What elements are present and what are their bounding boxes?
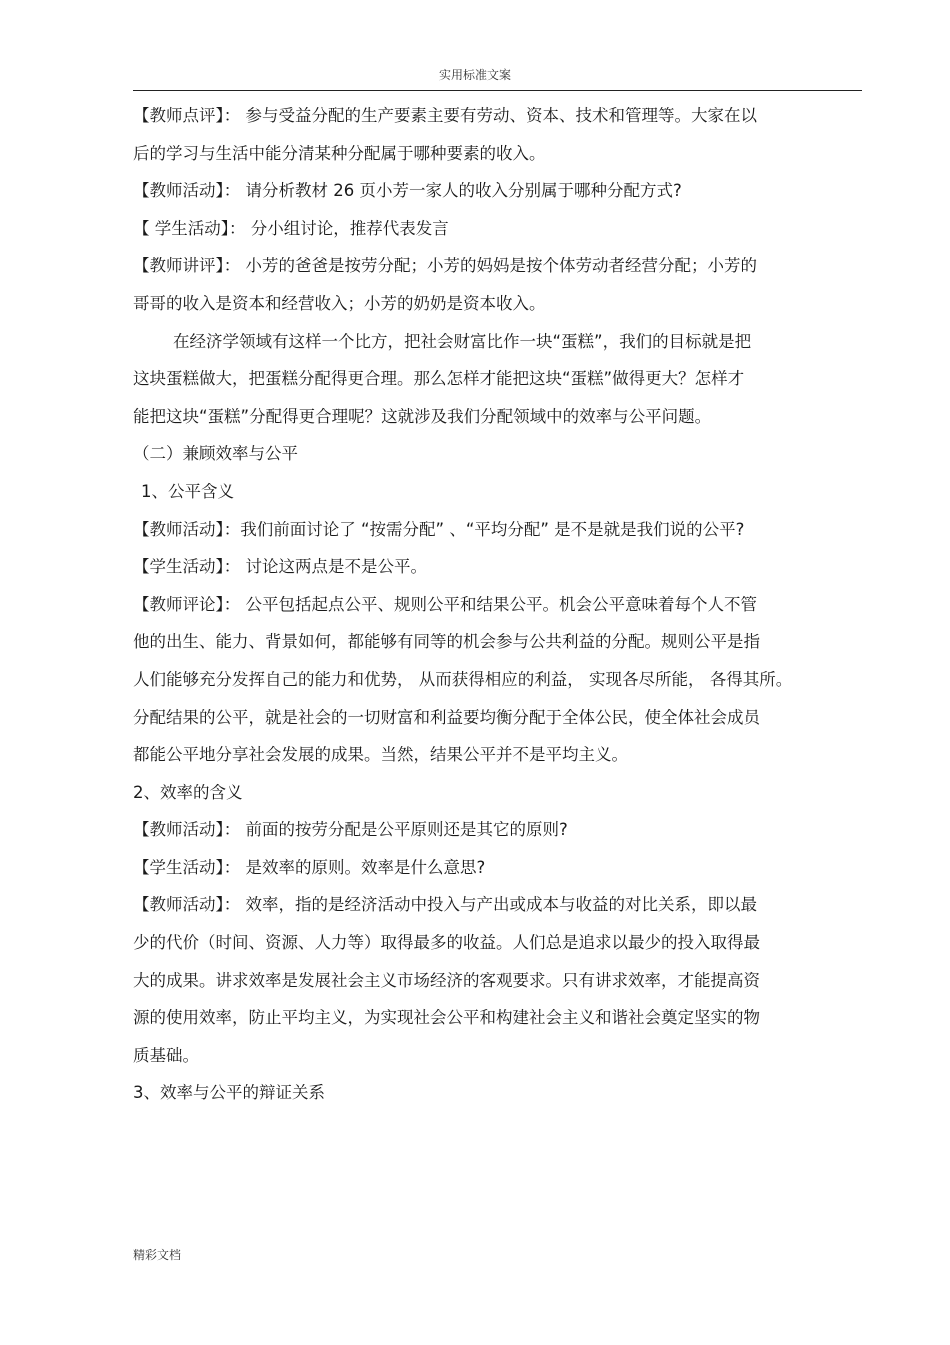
text-line: 【教师活动】： 前面的按劳分配是公平原则还是其它的原则? xyxy=(133,820,568,840)
text-line: 哥哥的收入是资本和经营收入；小芳的奶奶是资本收入。 xyxy=(133,293,546,313)
subsection-heading: 3、效率与公平的辩证关系 xyxy=(133,1083,325,1103)
page-header: 实用标准文案 xyxy=(438,68,511,82)
text-line: 少的代价（时间、资源、人力等）取得最多的收益。人们总是追求以最少的投入取得最 xyxy=(133,933,760,953)
text-line: 他的出生、能力、背景如何，都能够有同等的机会参与公共利益的分配。规则公平是指 xyxy=(133,632,760,652)
text-line: 【教师评论】： 公平包括起点公平、规则公平和结果公平。机会公平意味着每个人不管 xyxy=(133,594,757,614)
document-body xyxy=(133,97,862,1112)
text-line: 【 学生活动】： 分小组讨论，推荐代表发言 xyxy=(133,218,449,238)
text-line: 【学生活动】： 讨论这两点是不是公平。 xyxy=(133,557,427,577)
section-heading: （二）兼顾效率与公平 xyxy=(133,444,298,464)
text-line: 【教师活动】：我们前面讨论了 “按需分配” 、“平均分配” 是不是就是我们说的公平? xyxy=(133,519,745,539)
text-line: 能把这块“蛋糕”分配得更合理呢？这就涉及我们分配领域中的效率与公平问题。 xyxy=(133,406,712,426)
text-line: 质基础。 xyxy=(133,1045,199,1065)
text-line: 在经济学领域有这样一个比方，把社会财富比作一块“蛋糕”，我们的目标就是把 xyxy=(173,331,752,351)
text-line: 这块蛋糕做大，把蛋糕分配得更合理。那么怎样才能把这块“蛋糕”做得更大？怎样才 xyxy=(133,369,745,389)
text-line: 人们能够充分发挥自己的能力和优势， 从而获得相应的利益， 实现各尽所能， 各得其所。 xyxy=(133,669,793,689)
subsection-heading: 1、公平含义 xyxy=(141,481,234,501)
text-line: 【教师讲评】： 小芳的爸爸是按劳分配；小芳的妈妈是按个体劳动者经营分配；小芳的 xyxy=(133,256,757,276)
text-line: 大的成果。讲求效率是发展社会主义市场经济的客观要求。只有讲求效率，才能提高资 xyxy=(133,970,760,990)
text-line: 后的学习与生活中能分清某种分配属于哪种要素的收入。 xyxy=(133,143,546,163)
page-footer: 精彩文档 xyxy=(133,1248,182,1262)
text-line: 【教师活动】： 请分析教材 26 页小芳一家人的收入分别属于哪种分配方式? xyxy=(133,181,682,201)
text-line: 都能公平地分享社会发展的成果。当然，结果公平并不是平均主义。 xyxy=(133,745,628,765)
text-line: 【教师点评】： 参与受益分配的生产要素主要有劳动、资本、技术和管理等。大家在以 xyxy=(133,106,757,125)
header-divider xyxy=(133,90,862,91)
text-line: 【教师活动】： 效率，指的是经济活动中投入与产出或成本与收益的对比关系，即以最 xyxy=(133,895,757,915)
subsection-heading: 2、效率的含义 xyxy=(133,782,243,802)
text-line: 源的使用效率，防止平均主义，为实现社会公平和构建社会主义和谐社会奠定坚实的物 xyxy=(133,1008,760,1028)
text-line: 【学生活动】： 是效率的原则。效率是什么意思? xyxy=(133,857,486,877)
text-line: 分配结果的公平，就是社会的一切财富和利益要均衡分配于全体公民，使全体社会成员 xyxy=(133,707,760,727)
